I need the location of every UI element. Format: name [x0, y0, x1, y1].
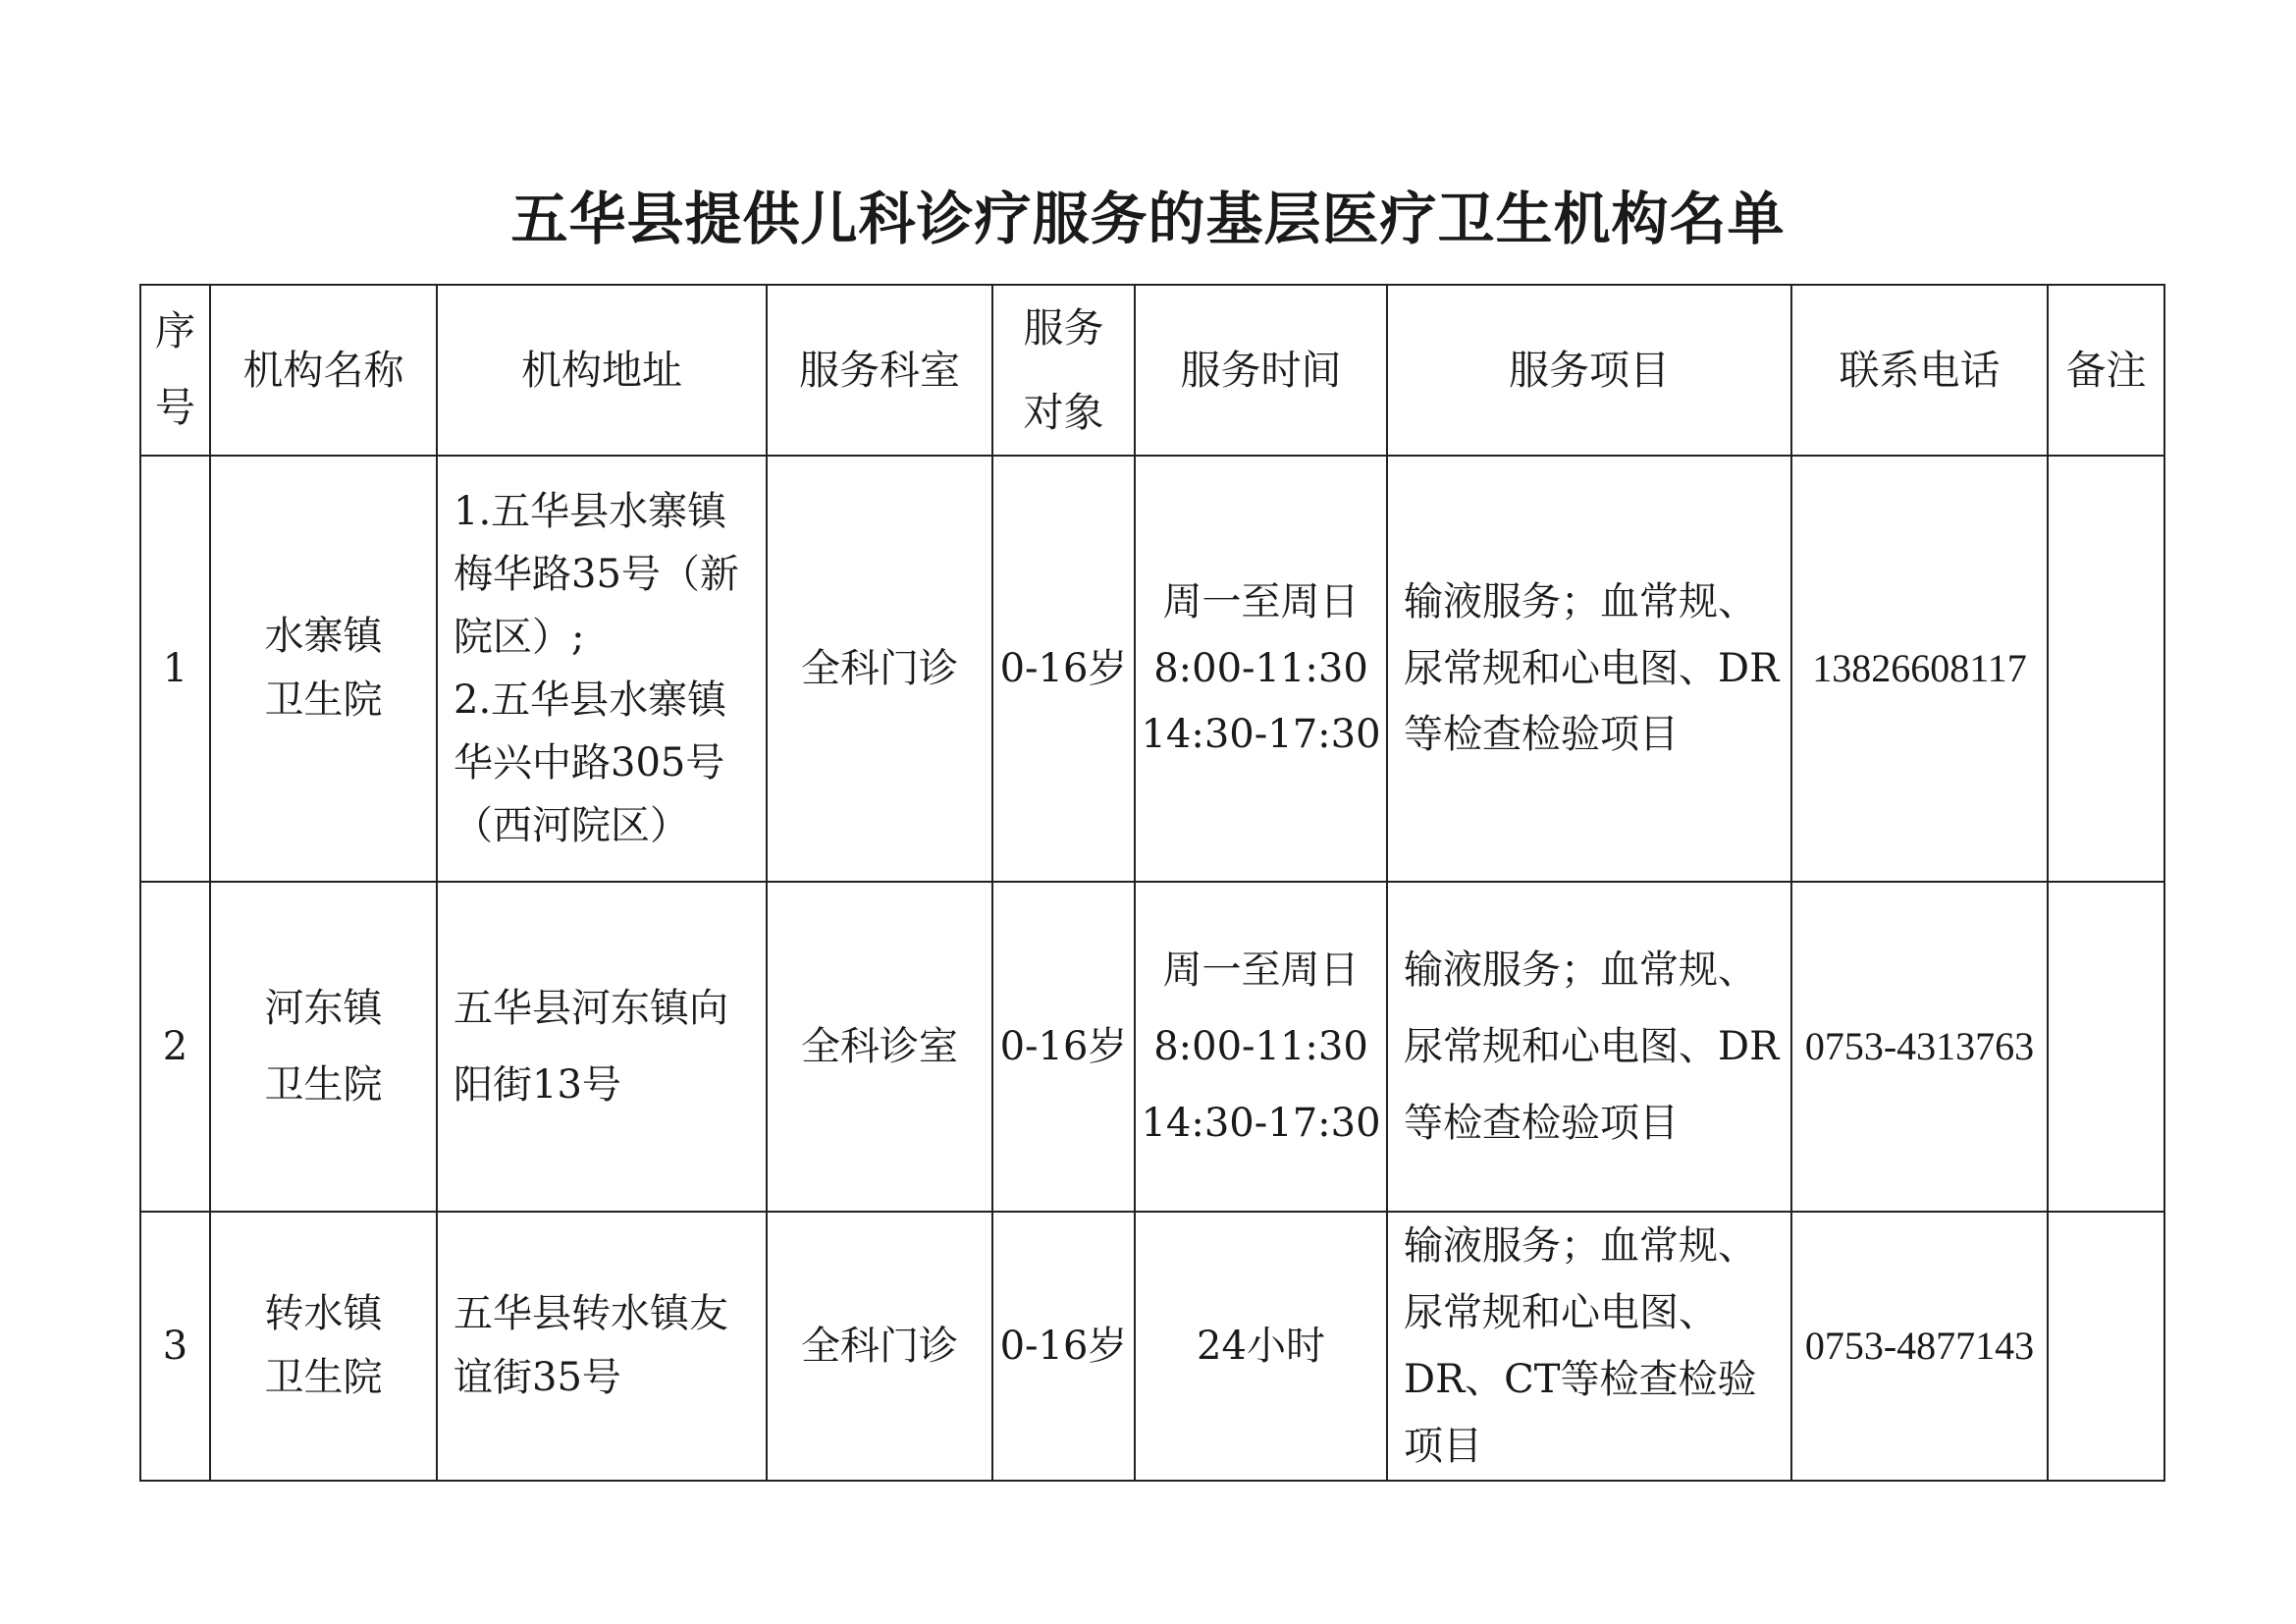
header-index: 序 号 [140, 285, 210, 456]
cell-remarks [2048, 882, 2164, 1212]
cell-hours: 24小时 [1135, 1212, 1387, 1481]
header-address: 机构地址 [437, 285, 767, 456]
cell-hours: 周一至周日 8:00-11:30 14:30-17:30 [1135, 882, 1387, 1212]
header-target: 服务 对象 [992, 285, 1135, 456]
header-name: 机构名称 [210, 285, 437, 456]
cell-items: 输液服务；血常规、尿常规和心电图、DR等检查检验项目 [1387, 456, 1791, 882]
cell-items: 输液服务；血常规、尿常规和心电图、DR等检查检验项目 [1387, 882, 1791, 1212]
header-phone: 联系电话 [1791, 285, 2048, 456]
cell-name: 转水镇 卫生院 [210, 1212, 437, 1481]
cell-department: 全科门诊 [767, 1212, 992, 1481]
cell-address: 五华县转水镇友谊街35号 [437, 1212, 767, 1481]
cell-department: 全科诊室 [767, 882, 992, 1212]
cell-index: 2 [140, 882, 210, 1212]
cell-remarks [2048, 1212, 2164, 1481]
cell-department: 全科门诊 [767, 456, 992, 882]
cell-target: 0-16岁 [992, 456, 1135, 882]
cell-name: 河东镇 卫生院 [210, 882, 437, 1212]
cell-name: 水寨镇 卫生院 [210, 456, 437, 882]
table-row [140, 456, 2164, 882]
header-remarks: 备注 [2048, 285, 2164, 456]
table-row [140, 882, 2164, 1212]
header-department: 服务科室 [767, 285, 992, 456]
document-title: 五华县提供儿科诊疗服务的基层医疗卫生机构名单 [510, 186, 1786, 252]
cell-phone: 13826608117 [1791, 456, 2048, 882]
header-hours: 服务时间 [1135, 285, 1387, 456]
cell-hours: 周一至周日 8:00-11:30 14:30-17:30 [1135, 456, 1387, 882]
cell-phone: 0753-4313763 [1791, 882, 2048, 1212]
cell-phone: 0753-4877143 [1791, 1212, 2048, 1481]
cell-target: 0-16岁 [992, 1212, 1135, 1481]
cell-items: 输液服务；血常规、尿常规和心电图、DR、CT等检查检验项目 [1387, 1212, 1791, 1481]
cell-remarks [2048, 456, 2164, 882]
table-header-row [140, 285, 2164, 456]
table-row [140, 1212, 2164, 1481]
cell-target: 0-16岁 [992, 882, 1135, 1212]
institution-table [139, 284, 2165, 1482]
cell-index: 3 [140, 1212, 210, 1481]
cell-index: 1 [140, 456, 210, 882]
cell-address: 五华县河东镇向阳街13号 [437, 882, 767, 1212]
cell-address: 1.五华县水寨镇梅华路35号（新院区）; 2.五华县水寨镇华兴中路305号（西河院区） [437, 456, 767, 882]
header-items: 服务项目 [1387, 285, 1791, 456]
